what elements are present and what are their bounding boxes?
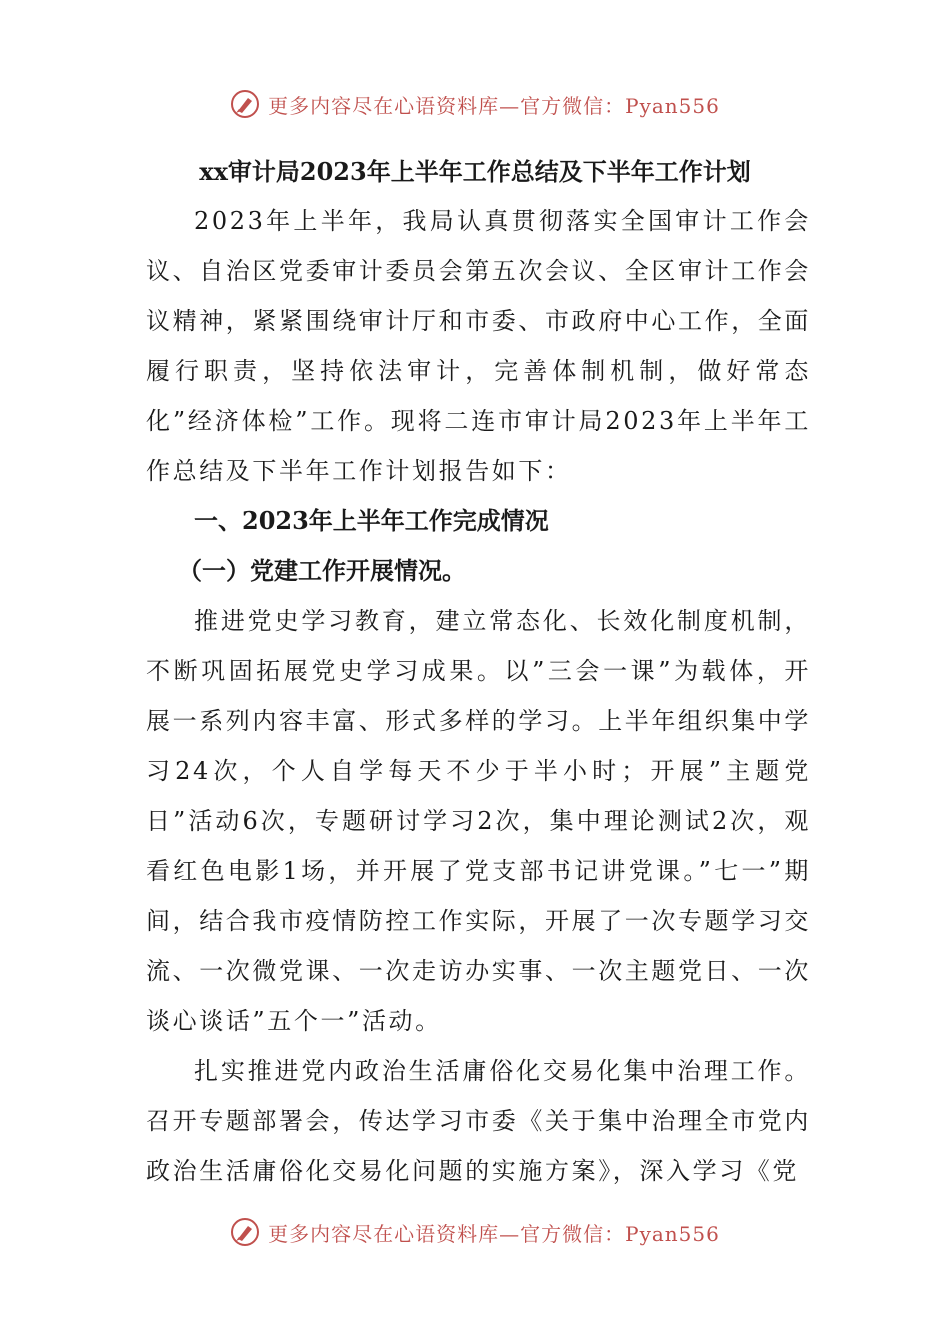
document-title: xx审计局2023年上半年工作总结及下半年工作计划 bbox=[199, 157, 751, 186]
intro-paragraph: 2023年上半年，我局认真贯彻落实全国审计工作会议、自治区党委审计委员会第五次会议、全区审计工作会议精神，紧紧围绕审计厅和市委、市政府中心工作，全面履行职责，坚持依法审计，完善体制机制，做好常态化”经济体检”工作。现将二连市审计局2023年上半年工作总结及下半年工作计划报告如下： bbox=[146, 207, 811, 485]
pen-nib-icon bbox=[230, 1217, 260, 1247]
subsection-heading: （一）党建工作开展情况。 bbox=[178, 556, 466, 585]
section-heading: 一、2023年上半年工作完成情况 bbox=[194, 506, 549, 535]
pen-nib-icon bbox=[230, 89, 260, 119]
watermark-text: 更多内容尽在心语资料库—官方微信：Pyan556 bbox=[268, 93, 720, 118]
document-body bbox=[146, 196, 811, 1196]
watermark-banner-top bbox=[0, 84, 950, 124]
body-paragraph: 扎实推进党内政治生活庸俗化交易化集中治理工作。召开专题部署会，传达学习市委《关于集中治理全市党内政治生活庸俗化交易化问题的实施方案》，深入学习《党 bbox=[146, 1057, 811, 1185]
body-paragraph: 推进党史学习教育，建立常态化、长效化制度机制，不断巩固拓展党史学习成果。以”三会一课”为载体，开展一系列内容丰富、形式多样的学习。上半年组织集中学习24次，个人自学每天不少于半小时；开展”主题党日”活动6次，专题研讨学习2次，集中理论测试2次，观看红色电影1场，并开展了党支部书记讲党课。”七一”期间，结合我市疫情防控工作实际，开展了一次专题学习交流、一次微党课、一次走访办实事、一次主题党日、一次谈心谈话”五个一”活动。 bbox=[146, 607, 811, 1035]
watermark-text: 更多内容尽在心语资料库—官方微信：Pyan556 bbox=[268, 1221, 720, 1246]
watermark-banner-bottom bbox=[0, 1212, 950, 1252]
